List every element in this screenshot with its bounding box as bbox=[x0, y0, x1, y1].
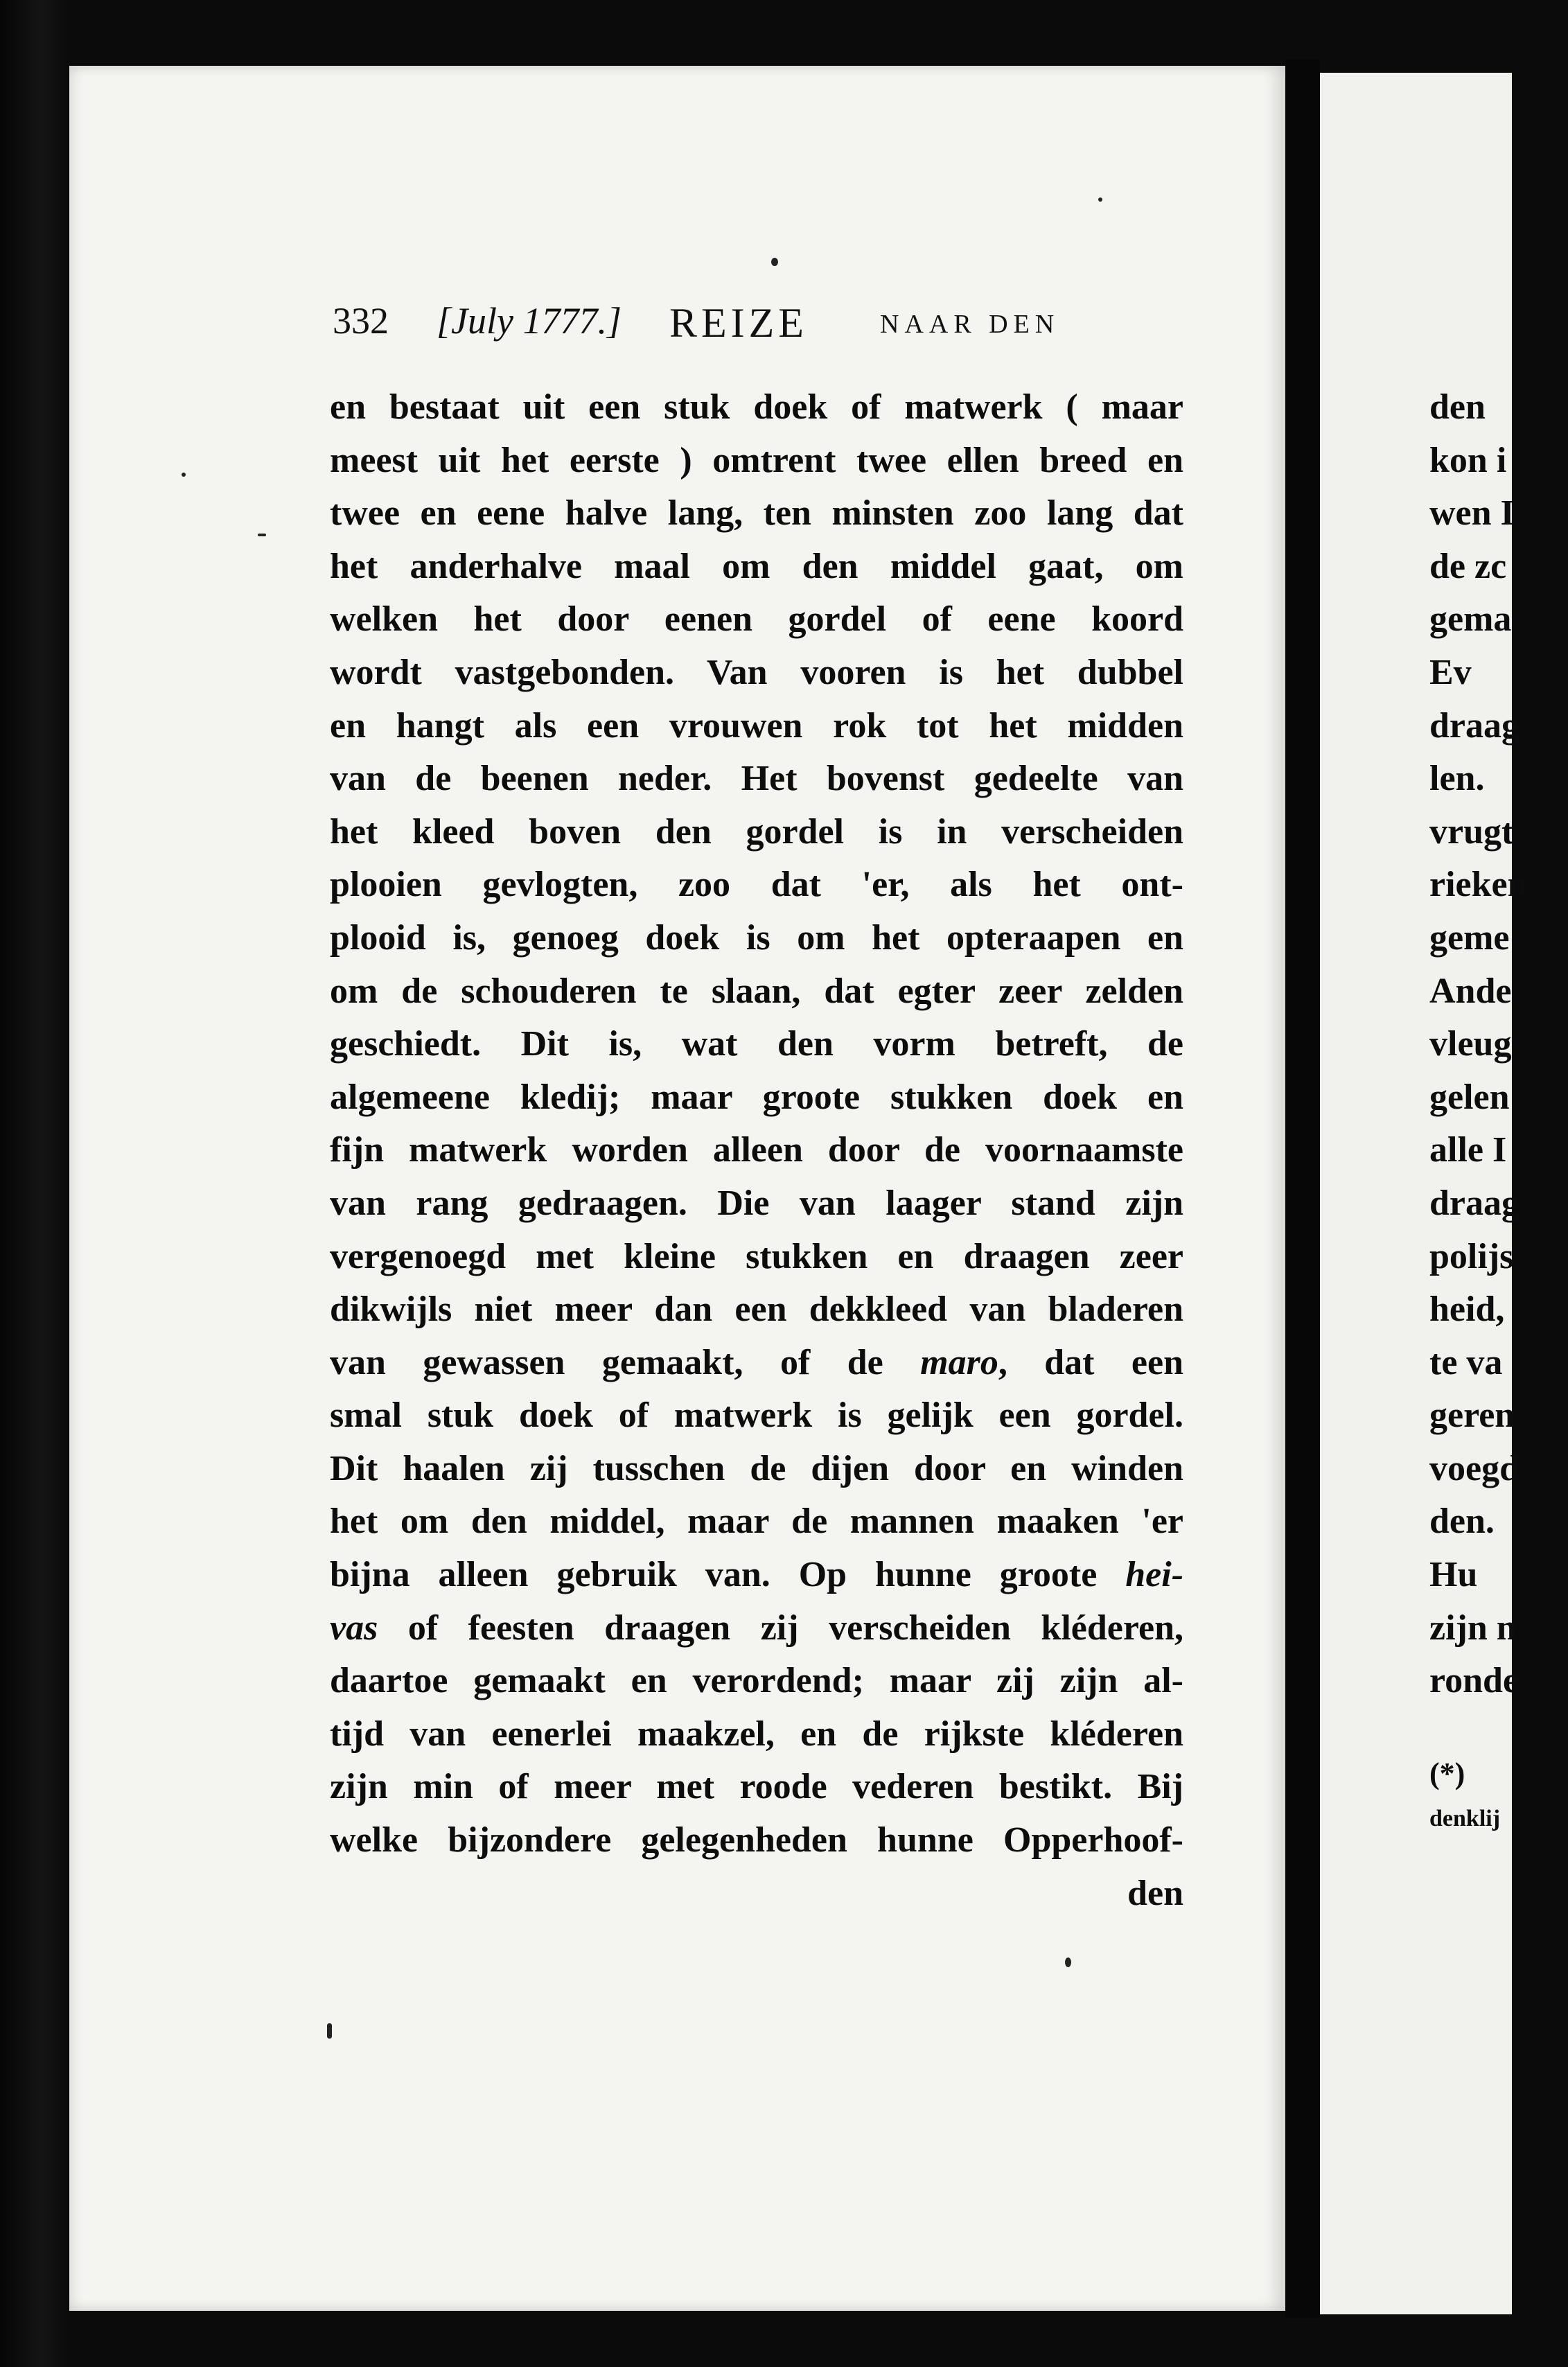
text-line: het anderhalve maal om den middel gaat, om bbox=[330, 546, 1183, 586]
right-text-line: vrugt bbox=[1429, 811, 1514, 852]
text-line: dikwijls niet meer dan een dekkleed van bladeren bbox=[330, 1290, 1183, 1330]
text-line: plooid is, genoeg doek is om het opteraapen en bbox=[330, 917, 1183, 958]
text-line: daartoe gemaakt en verordend; maar zij zijn al- bbox=[330, 1661, 1183, 1701]
right-text-line: len. bbox=[1429, 759, 1485, 799]
text-line-with-italic bbox=[330, 1337, 1183, 1390]
text-line: vergenoegd met kleine stukken en draagen zeer bbox=[330, 1236, 1183, 1276]
text-line: fijn matwerk worden alleen door de voornaamste bbox=[330, 1130, 1183, 1170]
right-text-line: vleug bbox=[1429, 1024, 1512, 1064]
catchword: den bbox=[1127, 1873, 1183, 1913]
text-line: het om den middel, maar de mannen maaken 'er bbox=[330, 1502, 1183, 1542]
page-number: 332 bbox=[333, 300, 389, 342]
right-text-line: kon i bbox=[1429, 440, 1507, 480]
right-text-line: wen I bbox=[1429, 493, 1515, 534]
text-line: en bestaat uit een stuk doek of matwerk ( maar bbox=[330, 387, 1183, 427]
right-text-line: Hu bbox=[1429, 1555, 1478, 1595]
right-footnote-marker: (*) bbox=[1429, 1756, 1465, 1790]
text-line: twee en eene halve lang, ten minsten zoo lang dat bbox=[330, 493, 1183, 534]
text-line: van de beenen neder. Het bovenst gedeelte van bbox=[330, 759, 1183, 799]
italic-term: vas bbox=[330, 1608, 378, 1648]
right-text-line: Ev bbox=[1429, 652, 1472, 692]
italic-term: maro bbox=[920, 1342, 998, 1382]
text-line-with-italic bbox=[330, 1602, 1183, 1655]
right-text-line: alle I bbox=[1429, 1130, 1507, 1170]
text-line: plooien gevlogten, zoo dat 'er, als het ont- bbox=[330, 865, 1183, 905]
right-text-line: te va bbox=[1429, 1342, 1503, 1382]
right-text-line: zijn n bbox=[1429, 1608, 1517, 1648]
ink-speck bbox=[327, 2023, 332, 2039]
text-line: welke bijzondere gelegenheden hunne Opperhoof- bbox=[330, 1820, 1183, 1860]
ink-speck bbox=[182, 473, 186, 477]
right-footnote-text: denklij bbox=[1429, 1805, 1501, 1831]
running-header bbox=[333, 299, 1192, 348]
body-text bbox=[330, 381, 1183, 1920]
text-line: geschiedt. Dit is, wat den vorm betreft, de bbox=[330, 1024, 1183, 1064]
ink-speck bbox=[1065, 1957, 1071, 1967]
line-segment: van gewassen gemaakt, of de bbox=[330, 1342, 883, 1382]
header-date: [July 1777.] bbox=[437, 300, 622, 342]
right-text-line: polijs bbox=[1429, 1236, 1514, 1276]
right-text-line: geme bbox=[1429, 917, 1510, 958]
ink-speck bbox=[258, 534, 266, 536]
text-line: algemeene kledij; maar groote stukken doek en bbox=[330, 1077, 1183, 1117]
text-line: en hangt als een vrouwen rok tot het midden bbox=[330, 705, 1183, 746]
text-line: van rang gedraagen. Die van laager stand zijn bbox=[330, 1183, 1183, 1223]
right-text-line: draag bbox=[1429, 1183, 1519, 1223]
page-gutter bbox=[1285, 59, 1320, 2318]
line-segment: of feesten draagen zij verscheiden kléderen, bbox=[407, 1608, 1184, 1648]
right-text-line: Ande bbox=[1429, 971, 1512, 1011]
text-line: meest uit het eerste ) omtrent twee ellen breed en bbox=[330, 440, 1183, 480]
book-spine bbox=[0, 0, 69, 2367]
right-page-text bbox=[1429, 381, 1568, 1840]
ink-speck bbox=[771, 258, 778, 266]
right-text-line: gema bbox=[1429, 599, 1512, 640]
right-text-line: den bbox=[1429, 387, 1486, 427]
text-line-with-italic bbox=[330, 1549, 1183, 1602]
line-segment: , dat een bbox=[998, 1342, 1184, 1382]
text-line: wordt vastgebonden. Van vooren is het dubbel bbox=[330, 652, 1183, 692]
text-line: tijd van eenerlei maakzel, en de rijkste kléderen bbox=[330, 1714, 1183, 1754]
right-text-line: ronde bbox=[1429, 1661, 1519, 1701]
text-line: het kleed boven den gordel is in verscheiden bbox=[330, 811, 1183, 852]
right-text-line: geren bbox=[1429, 1396, 1515, 1436]
text-line: zijn min of meer met roode vederen bestikt. Bij bbox=[330, 1767, 1183, 1807]
right-text-line: draag bbox=[1429, 705, 1519, 746]
right-text-line: voegd bbox=[1429, 1448, 1519, 1488]
text-line: welken het door eenen gordel of eene koord bbox=[330, 599, 1183, 640]
header-title: REIZE bbox=[669, 300, 808, 346]
text-line: Dit haalen zij tusschen de dijen door en winden bbox=[330, 1448, 1183, 1488]
header-subtitle: NAAR DEN bbox=[880, 310, 1060, 339]
right-text-line: heid, bbox=[1429, 1290, 1505, 1330]
line-segment: bijna alleen gebruik van. Op hunne groote bbox=[330, 1555, 1098, 1595]
italic-term: hei- bbox=[1125, 1555, 1184, 1595]
text-line: om de schouderen te slaan, dat egter zeer zelden bbox=[330, 971, 1183, 1011]
right-text-line: de zc bbox=[1429, 546, 1507, 586]
ink-speck bbox=[1098, 197, 1102, 202]
right-text-line: rieken bbox=[1429, 865, 1528, 905]
right-text-line: den. bbox=[1429, 1502, 1495, 1542]
text-line: smal stuk doek of matwerk is gelijk een gordel. bbox=[330, 1396, 1183, 1436]
right-text-line: gelen bbox=[1429, 1077, 1510, 1117]
